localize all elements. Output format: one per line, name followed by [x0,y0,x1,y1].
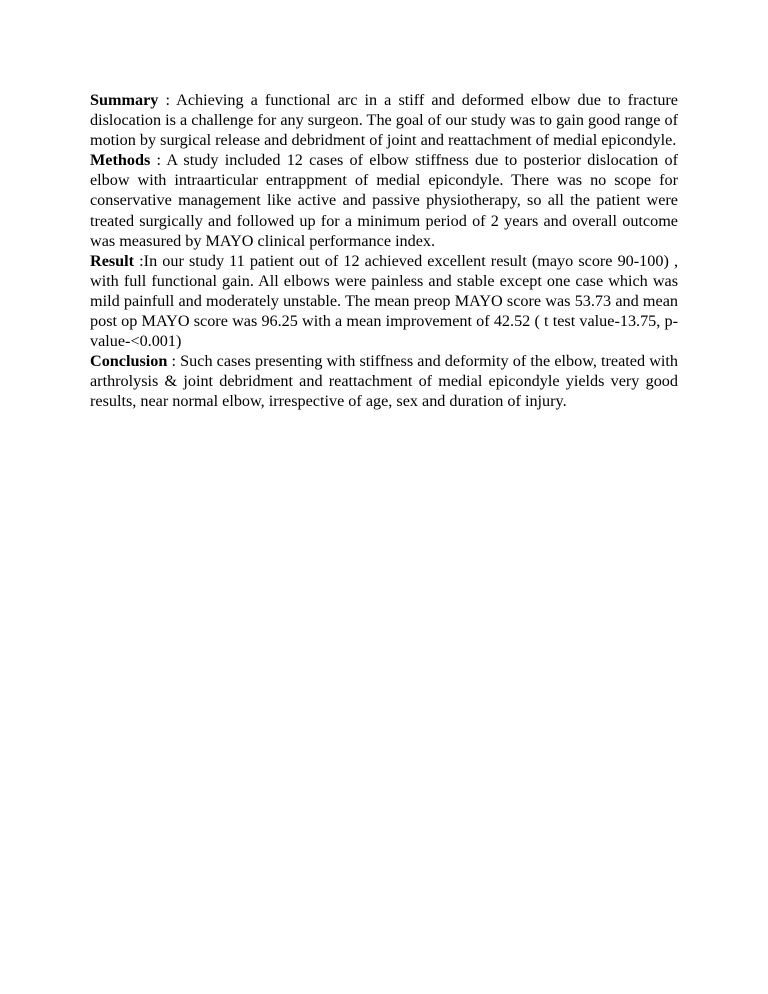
abstract-block [90,90,678,412]
methods-text: : A study included 12 cases of elbow stiffness due to posterior dislocation of elbow with intraarticular entrappment of medial epicondyle. There was no scope for conservative management like active and passive physiotherapy, so all the patient were treated surgically and followed up for a minimum period of 2 years and overall outcome was measured by MAYO clinical performance index. [90,151,678,250]
conclusion-text: : Such cases presenting with stiffness and deformity of the elbow, treated with arthrolysis & joint debridment and reattachment of medial epicondyle yields very good results, near normal elbow, irrespective of age, sex and duration of injury. [90,352,678,411]
result-paragraph [90,251,678,351]
result-text: :In our study 11 patient out of 12 achieved excellent result (mayo score 90-100) , with full functional gain. All elbows were painless and stable except one case which was mild painfull and moderately unstable. The mean preop MAYO score was 53.73 and mean post op MAYO score was 96.25 with a mean improvement of 42.52 ( t test value-13.75, p-value-<0.001) [90,251,678,351]
conclusion-paragraph [90,351,678,411]
summary-paragraph [90,90,678,150]
conclusion-heading: Conclusion [90,352,168,371]
result-heading: Result [90,251,135,270]
methods-heading: Methods [90,151,151,170]
methods-paragraph [90,150,678,250]
summary-text: : Achieving a functional arc in a stiff and deformed elbow due to fracture dislocation is a challenge for any surgeon. The goal of our study was to gain good range of motion by surgical release and debridment of joint and reattachment of medial epicondyle. [90,91,678,150]
summary-heading: Summary [90,91,159,109]
